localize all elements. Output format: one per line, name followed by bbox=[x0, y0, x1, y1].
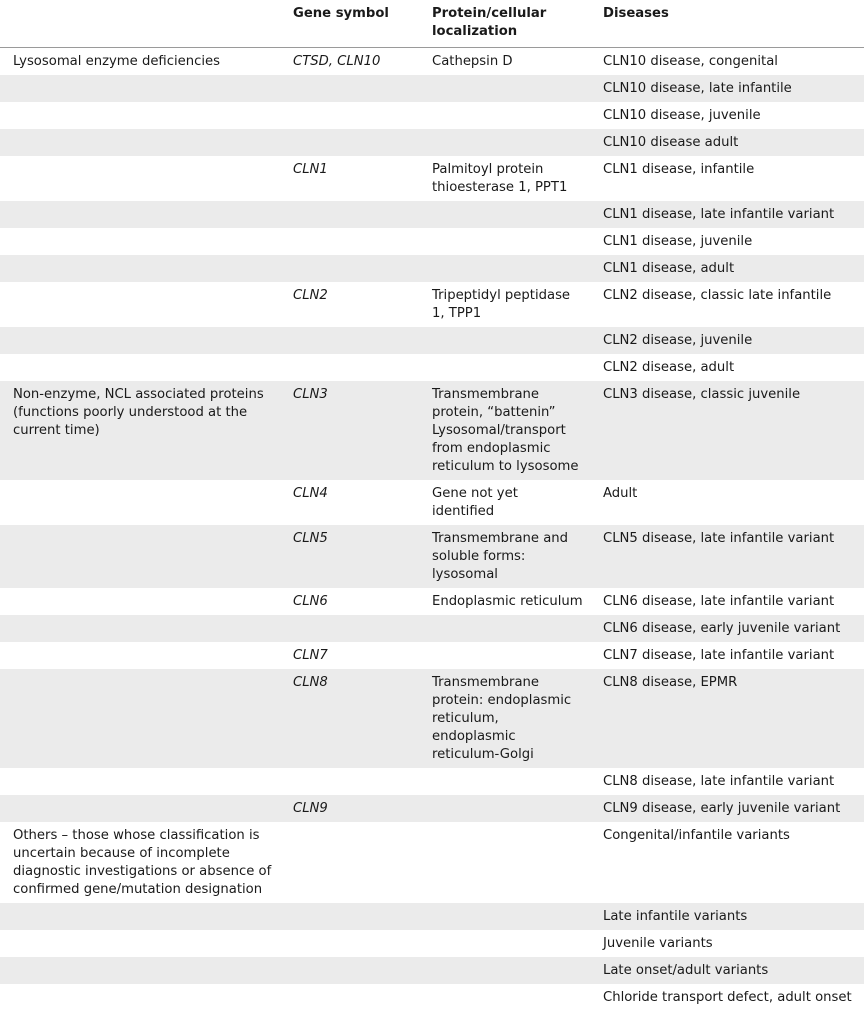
gene-symbol-cell bbox=[280, 75, 419, 102]
category-cell bbox=[0, 480, 280, 525]
protein-localization-cell: Tripeptidyl peptidase 1, TPP1 bbox=[419, 282, 590, 327]
category-cell bbox=[0, 984, 280, 1011]
gene-symbol-cell: CLN5 bbox=[280, 525, 419, 588]
disease-cell: Late infantile variants bbox=[590, 903, 864, 930]
header-protein-localization: Protein/cellular localization bbox=[419, 0, 590, 48]
header-category bbox=[0, 0, 280, 48]
disease-cell: CLN10 disease, late infantile bbox=[590, 75, 864, 102]
category-cell bbox=[0, 795, 280, 822]
gene-symbol-cell bbox=[280, 255, 419, 282]
disease-cell: CLN10 disease, congenital bbox=[590, 48, 864, 76]
category-cell bbox=[0, 957, 280, 984]
table-row bbox=[0, 48, 864, 76]
gene-symbol-cell bbox=[280, 327, 419, 354]
category-cell bbox=[0, 615, 280, 642]
protein-localization-cell bbox=[419, 102, 590, 129]
disease-cell: CLN2 disease, juvenile bbox=[590, 327, 864, 354]
disease-cell: Late onset/adult variants bbox=[590, 957, 864, 984]
gene-symbol-cell: CLN8 bbox=[280, 669, 419, 768]
gene-symbol-cell bbox=[280, 984, 419, 1011]
table-row bbox=[0, 129, 864, 156]
table-row bbox=[0, 615, 864, 642]
disease-cell: CLN6 disease, early juvenile variant bbox=[590, 615, 864, 642]
table-row bbox=[0, 822, 864, 903]
gene-symbol-cell: CLN4 bbox=[280, 480, 419, 525]
disease-cell: CLN6 disease, late infantile variant bbox=[590, 588, 864, 615]
gene-symbol-cell bbox=[280, 201, 419, 228]
gene-symbol-cell bbox=[280, 129, 419, 156]
category-cell bbox=[0, 228, 280, 255]
gene-symbol-cell bbox=[280, 354, 419, 381]
table-row bbox=[0, 255, 864, 282]
disease-cell: CLN10 disease, juvenile bbox=[590, 102, 864, 129]
gene-symbol-cell: CTSD, CLN10 bbox=[280, 48, 419, 76]
disease-cell: CLN1 disease, late infantile variant bbox=[590, 201, 864, 228]
protein-localization-cell bbox=[419, 327, 590, 354]
disease-cell: CLN10 disease adult bbox=[590, 129, 864, 156]
table-row bbox=[0, 984, 864, 1011]
protein-localization-cell: Cathepsin D bbox=[419, 48, 590, 76]
protein-localization-cell: Transmembrane and soluble forms: lysosomal bbox=[419, 525, 590, 588]
disease-cell: Adult bbox=[590, 480, 864, 525]
category-cell bbox=[0, 669, 280, 768]
protein-localization-cell: Gene not yet identified bbox=[419, 480, 590, 525]
protein-localization-cell: Transmembrane protein: endoplasmic reticulum, endoplasmic reticulum-Golgi bbox=[419, 669, 590, 768]
disease-cell: CLN1 disease, adult bbox=[590, 255, 864, 282]
protein-localization-cell bbox=[419, 354, 590, 381]
protein-localization-cell bbox=[419, 984, 590, 1011]
header-gene-symbol: Gene symbol bbox=[280, 0, 419, 48]
disease-cell: CLN8 disease, late infantile variant bbox=[590, 768, 864, 795]
gene-symbol-cell bbox=[280, 228, 419, 255]
protein-localization-cell: Endoplasmic reticulum bbox=[419, 588, 590, 615]
category-cell bbox=[0, 930, 280, 957]
table-row bbox=[0, 354, 864, 381]
protein-localization-cell: Transmembrane protein, “battenin” Lysosomal/transport from endoplasmic reticulum to lysosome bbox=[419, 381, 590, 480]
gene-symbol-cell: CLN6 bbox=[280, 588, 419, 615]
category-cell bbox=[0, 768, 280, 795]
table-row bbox=[0, 282, 864, 327]
disease-cell: CLN2 disease, classic late infantile bbox=[590, 282, 864, 327]
protein-localization-cell bbox=[419, 75, 590, 102]
category-cell bbox=[0, 75, 280, 102]
header-diseases: Diseases bbox=[590, 0, 864, 48]
gene-symbol-cell bbox=[280, 822, 419, 903]
gene-symbol-cell: CLN2 bbox=[280, 282, 419, 327]
category-cell bbox=[0, 129, 280, 156]
protein-localization-cell bbox=[419, 615, 590, 642]
category-cell bbox=[0, 156, 280, 201]
table-row bbox=[0, 957, 864, 984]
table-row bbox=[0, 930, 864, 957]
disease-cell: CLN5 disease, late infantile variant bbox=[590, 525, 864, 588]
gene-symbol-cell bbox=[280, 903, 419, 930]
gene-symbol-cell bbox=[280, 768, 419, 795]
protein-localization-cell bbox=[419, 930, 590, 957]
category-cell bbox=[0, 642, 280, 669]
protein-localization-cell bbox=[419, 795, 590, 822]
disease-cell: Chloride transport defect, adult onset bbox=[590, 984, 864, 1011]
table-row bbox=[0, 669, 864, 768]
table-header bbox=[0, 0, 864, 48]
gene-symbol-cell: CLN7 bbox=[280, 642, 419, 669]
category-cell bbox=[0, 327, 280, 354]
protein-localization-cell bbox=[419, 957, 590, 984]
disease-cell: Congenital/infantile variants bbox=[590, 822, 864, 903]
category-cell bbox=[0, 201, 280, 228]
disease-cell: CLN8 disease, EPMR bbox=[590, 669, 864, 768]
category-cell bbox=[0, 282, 280, 327]
protein-localization-cell bbox=[419, 822, 590, 903]
protein-localization-cell bbox=[419, 642, 590, 669]
table-row bbox=[0, 642, 864, 669]
protein-localization-cell bbox=[419, 201, 590, 228]
gene-symbol-cell bbox=[280, 615, 419, 642]
table-row bbox=[0, 327, 864, 354]
disease-cell: CLN7 disease, late infantile variant bbox=[590, 642, 864, 669]
table-row bbox=[0, 228, 864, 255]
disease-cell: CLN2 disease, adult bbox=[590, 354, 864, 381]
table-row bbox=[0, 75, 864, 102]
table-row bbox=[0, 588, 864, 615]
table-row bbox=[0, 102, 864, 129]
category-cell: Non-enzyme, NCL associated proteins (functions poorly understood at the current time) bbox=[0, 381, 280, 480]
category-cell bbox=[0, 588, 280, 615]
category-cell: Others – those whose classification is uncertain because of incomplete diagnostic investigations or absence of confirmed gene/mutation designation bbox=[0, 822, 280, 903]
gene-symbol-cell bbox=[280, 102, 419, 129]
disease-cell: Juvenile variants bbox=[590, 930, 864, 957]
disease-cell: CLN9 disease, early juvenile variant bbox=[590, 795, 864, 822]
disease-cell: CLN1 disease, infantile bbox=[590, 156, 864, 201]
category-cell bbox=[0, 354, 280, 381]
protein-localization-cell bbox=[419, 255, 590, 282]
table-row bbox=[0, 480, 864, 525]
protein-localization-cell bbox=[419, 129, 590, 156]
gene-symbol-cell: CLN9 bbox=[280, 795, 419, 822]
gene-symbol-cell: CLN3 bbox=[280, 381, 419, 480]
disease-cell: CLN1 disease, juvenile bbox=[590, 228, 864, 255]
category-cell bbox=[0, 903, 280, 930]
category-cell bbox=[0, 525, 280, 588]
table-row bbox=[0, 525, 864, 588]
gene-symbol-cell: CLN1 bbox=[280, 156, 419, 201]
category-cell bbox=[0, 255, 280, 282]
table-row bbox=[0, 795, 864, 822]
category-cell: Lysosomal enzyme deficiencies bbox=[0, 48, 280, 76]
table-body bbox=[0, 48, 864, 1011]
category-cell bbox=[0, 102, 280, 129]
table-row bbox=[0, 156, 864, 201]
table-row bbox=[0, 201, 864, 228]
header-row bbox=[0, 0, 864, 48]
protein-localization-cell: Palmitoyl protein thioesterase 1, PPT1 bbox=[419, 156, 590, 201]
protein-localization-cell bbox=[419, 768, 590, 795]
table-row bbox=[0, 768, 864, 795]
protein-localization-cell bbox=[419, 903, 590, 930]
protein-localization-cell bbox=[419, 228, 590, 255]
table-row bbox=[0, 903, 864, 930]
gene-symbol-cell bbox=[280, 930, 419, 957]
disease-cell: CLN3 disease, classic juvenile bbox=[590, 381, 864, 480]
table-row bbox=[0, 381, 864, 480]
gene-symbol-cell bbox=[280, 957, 419, 984]
